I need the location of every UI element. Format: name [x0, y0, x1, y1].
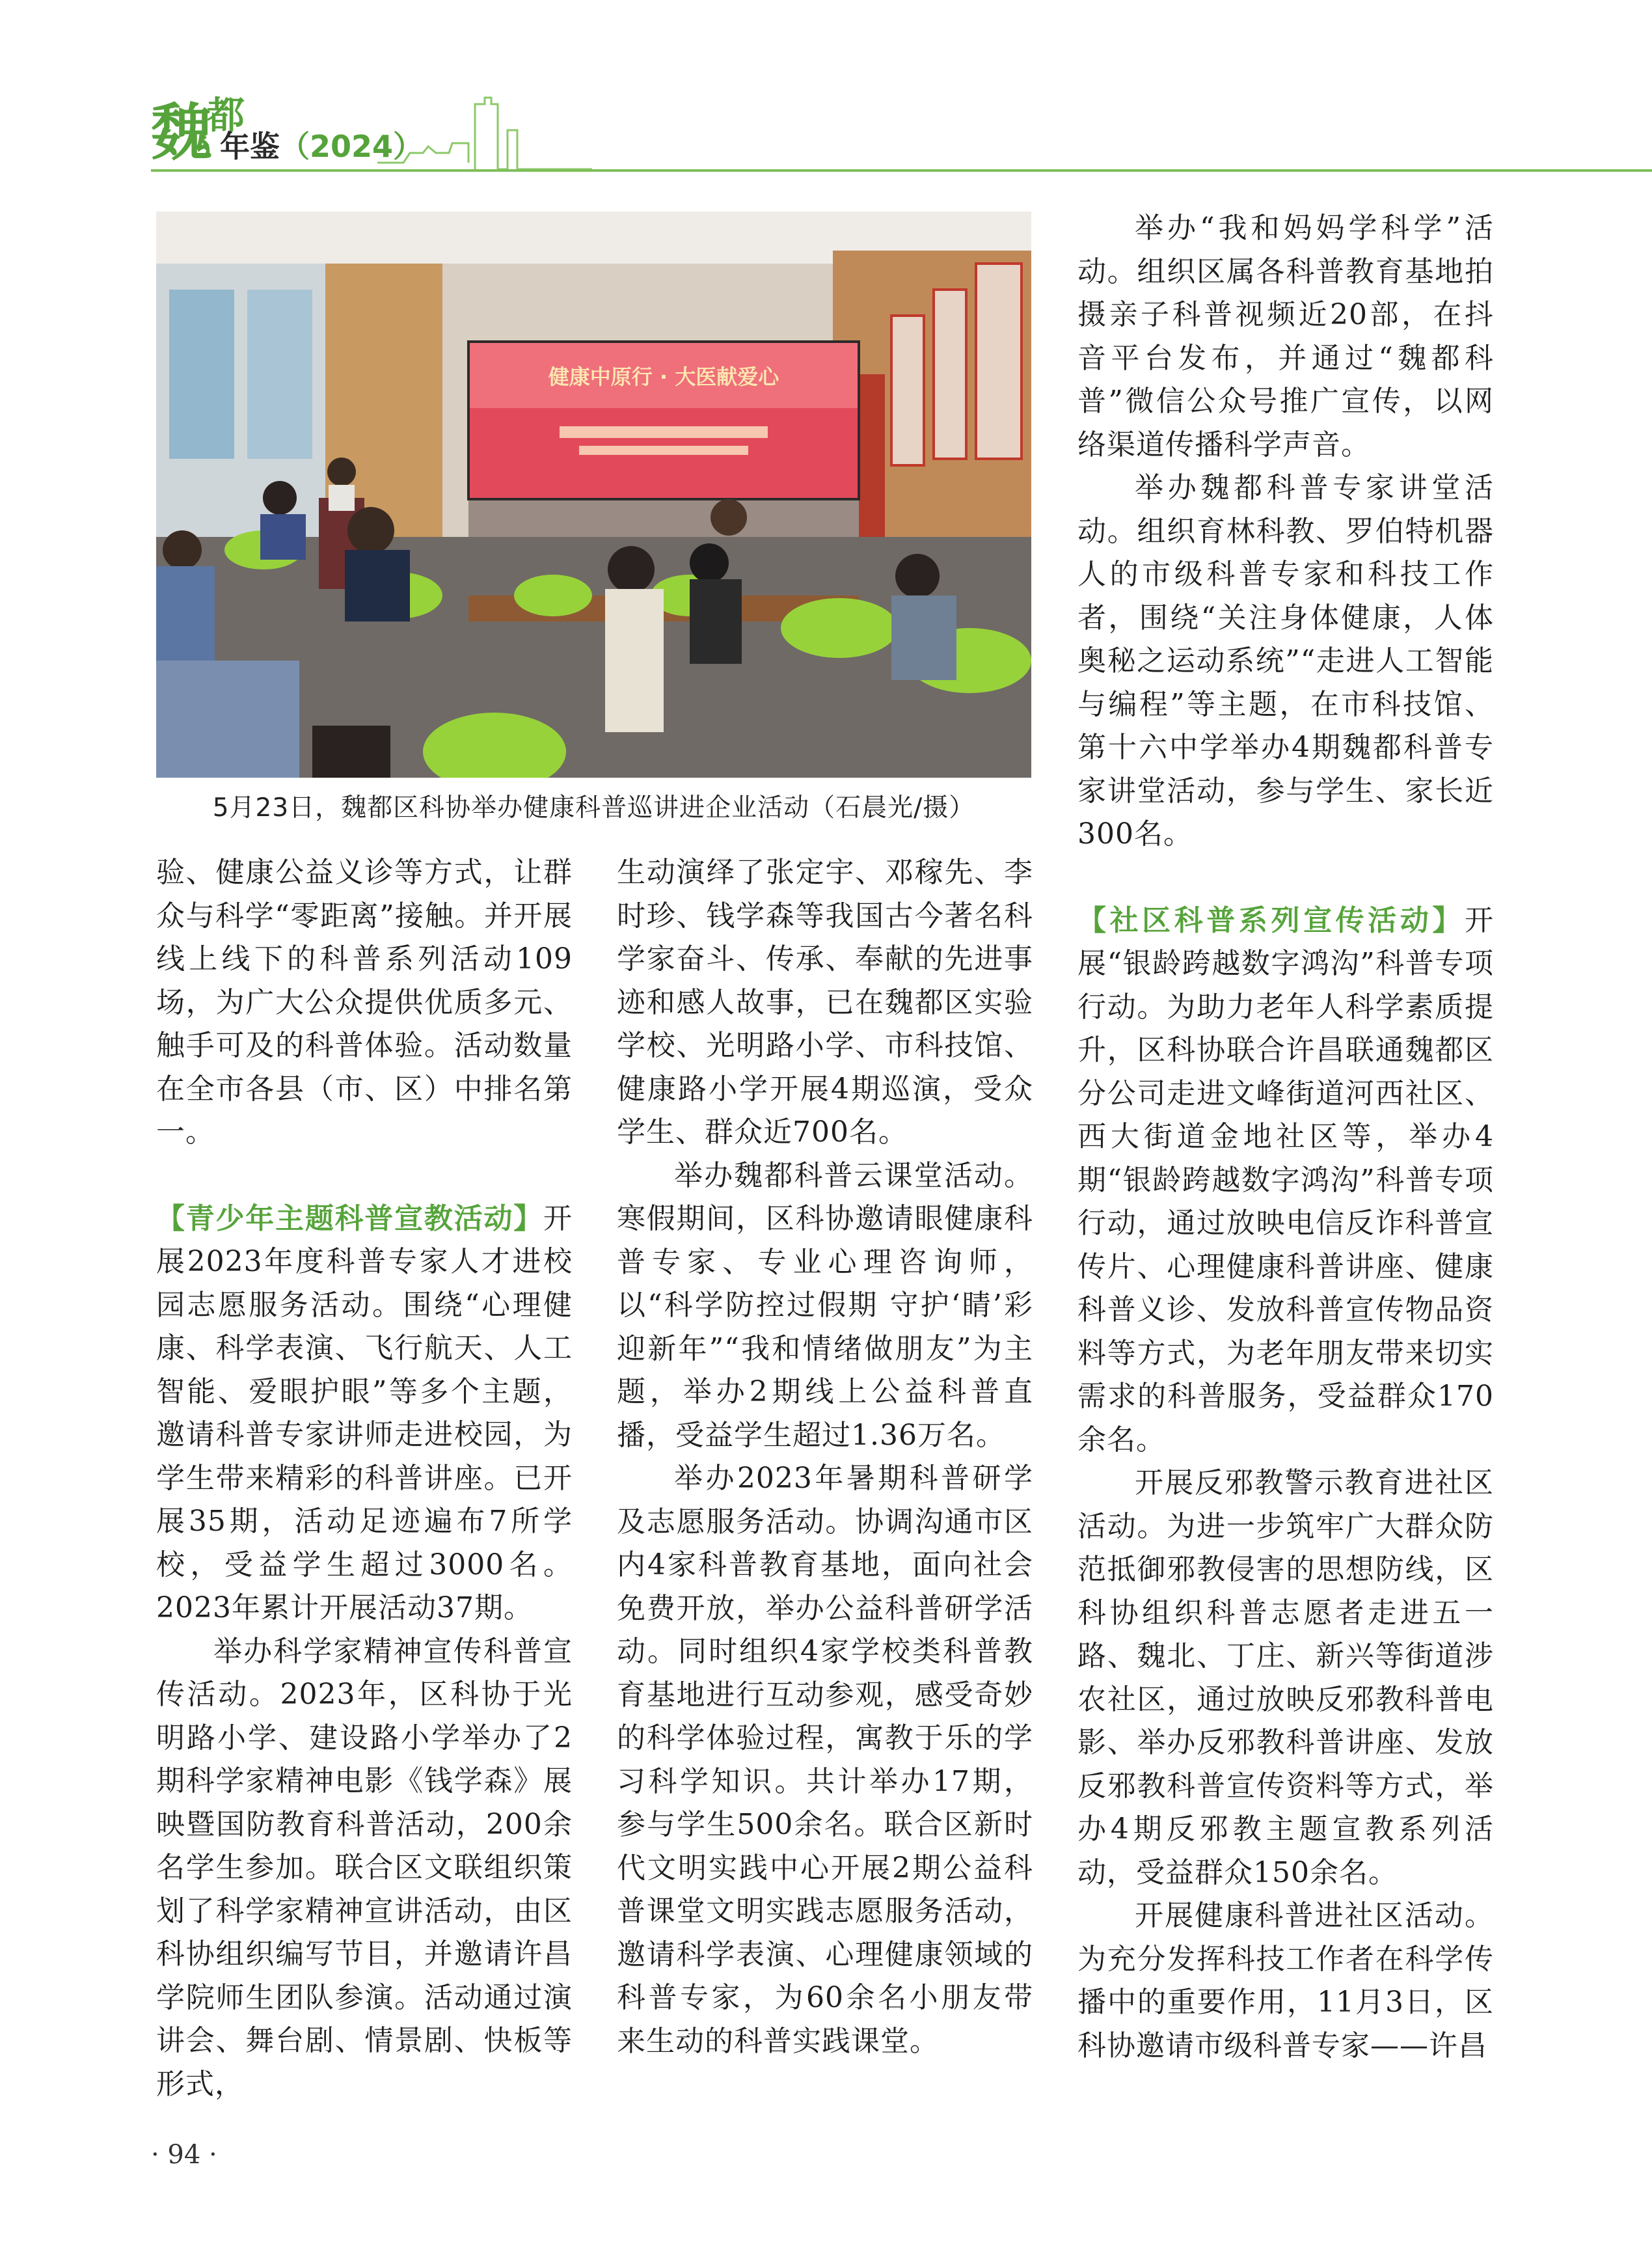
text-column-1 [156, 851, 573, 2106]
col2-paragraph-2: 举办魏都科普云课堂活动。寒假期间，区科协邀请眼健康科普专家、专业心理咨询师，以“科学防控过假期 守护‘睛’彩迎新年”“我和情绪做朋友”为主题，举办2期线上公益科普直播，受益学生超过1.36万名。 [617, 1158, 1033, 1452]
col3-paragraph-2: 举办魏都科普专家讲堂活动。组织育林科教、罗伯特机器人的市级科普专家和科技工作者，围绕“关注身体健康，人体奥秘之运动系统”“走进人工智能与编程”等主题，在市科技馆、第十六中学举办4期魏都科普专家讲堂活动，参与学生、家长近300名。 [1077, 471, 1494, 851]
col3-paragraph-4: 开展反邪教警示教育进社区活动。为进一步筑牢广大群众防范抵御邪教侵害的思想防线，区科协组织科普志愿者走进五一路、魏北、丁庄、新兴等街道涉农社区，通过放映反邪教科普电影、举办反邪教科普讲座、发放反邪教科普宣传资料等方式，举办4期反邪教主题宣教系列活动，受益群众150余名。 [1077, 1466, 1494, 1889]
logo-year-label: 年鉴 [220, 129, 280, 164]
event-photo [156, 212, 1031, 778]
col1-paragraph-2 [156, 1197, 573, 1630]
col3-paragraph-5: 开展健康科普进社区活动。为充分发挥科技工作者在科学传播中的重要作用，11月3日，区科协邀请市级科普专家——许昌 [1077, 1899, 1494, 2062]
col2-paragraph-3: 举办2023年暑期科普研学及志愿服务活动。协调沟通市区内4家科普教育基地，面向社会免费开放，举办公益科普研学活动。同时组织4家学校类科普教育基地进行互动参观，感受奇妙的科学体验过程，寓教于乐的学习科学知识。共计举办17期，参与学生500余名。联合区新时代文明实践中心开展2期公益科普课堂文明实践志愿服务活动，邀请科学表演、心理健康领域的科普专家，为60余名小朋友带来生动的科普实践课堂。 [617, 1462, 1033, 2058]
col1-paragraph-3: 举办科学家精神宣传科普宣传活动。2023年，区科协于光明路小学、建设路小学举办了2期科学家精神电影《钱学森》展映暨国防教育科普活动，200余名学生参加。联合区文联组织策划了科学家精神宣讲活动，由区科协组织编写节目，并邀请许昌学院师生团队参演。活动通过演讲会、舞台剧、情景剧、快板等形式， [156, 1634, 573, 2101]
section-heading-community: 【社区科普系列宣传活动】 [1077, 903, 1465, 937]
col2-paragraph-1: 生动演绎了张定宇、邓稼先、李时珍、钱学森等我国古今著名科学家奋斗、传承、奉献的先进事迹和感人故事，已在魏都区实验学校、光明路小学、市科技馆、健康路小学开展4期巡演，受众学生、群众近700名。 [617, 856, 1033, 1149]
logo-wei-char: 魏 [151, 98, 213, 169]
page-number: · 94 · [151, 2140, 217, 2170]
photo-caption: 5月23日，魏都区科协举办健康科普巡讲进企业活动（石晨光/摄） [212, 793, 975, 823]
col3-paragraph-1: 举办“我和妈妈学科学”活动。组织区属各科普教育基地拍摄亲子科普视频近20部，在抖音平台发布，并通过“魏都科普”微信公众号推广宣传，以网络渠道传播科学声音。 [1077, 212, 1494, 461]
col1-paragraph-2-body: 开展2023年度科普专家人才进校园志愿服务活动。围绕“心理健康、科学表演、飞行航天、人工智能、爱眼护眼”等多个主题，邀请科普专家讲师走进校园，为学生带来精彩的科普讲座。已开展35期，活动足迹遍布7所学校，受益学生超过3000名。2023年累计开展活动37期。 [156, 1201, 573, 1624]
skyline-icon [377, 91, 592, 171]
header-rule [151, 169, 1652, 172]
photo-screen-title: 健康中原行 · 大医献爱心 [548, 364, 779, 389]
col1-paragraph-1: 验、健康公益义诊等方式，让群众与科学“零距离”接触。并开展线上线下的科普系列活动109场，为广大公众提供优质多元、触手可及的科普体验。活动数量在全市各县（市、区）中排名第一。 [156, 856, 573, 1149]
text-column-2 [617, 851, 1033, 2063]
logo-du-char: 都 [207, 93, 245, 137]
seminar-photo-illustration [156, 212, 1031, 778]
page-header [0, 0, 1652, 182]
section-heading-youth: 【青少年主题科普宣教活动】 [156, 1201, 543, 1235]
col3-paragraph-3-body: 开展“银龄跨越数字鸿沟”科普专项行动。为助力老年人科学素质提升，区科协联合许昌联通魏都区分公司走进文峰街道河西社区、西大街道金地社区等，举办4期“银龄跨越数字鸿沟”科普专项行动，通过放映电信反诈科普宣传片、心理健康科普讲座、健康科普义诊、发放科普宣传物品资料等方式，为老年朋友带来切实需求的科普服务，受益群众170余名。 [1077, 903, 1494, 1456]
text-column-3 [1077, 207, 1494, 2068]
logo-year-value: （2024） [280, 129, 424, 164]
col3-paragraph-3 [1077, 899, 1494, 1462]
